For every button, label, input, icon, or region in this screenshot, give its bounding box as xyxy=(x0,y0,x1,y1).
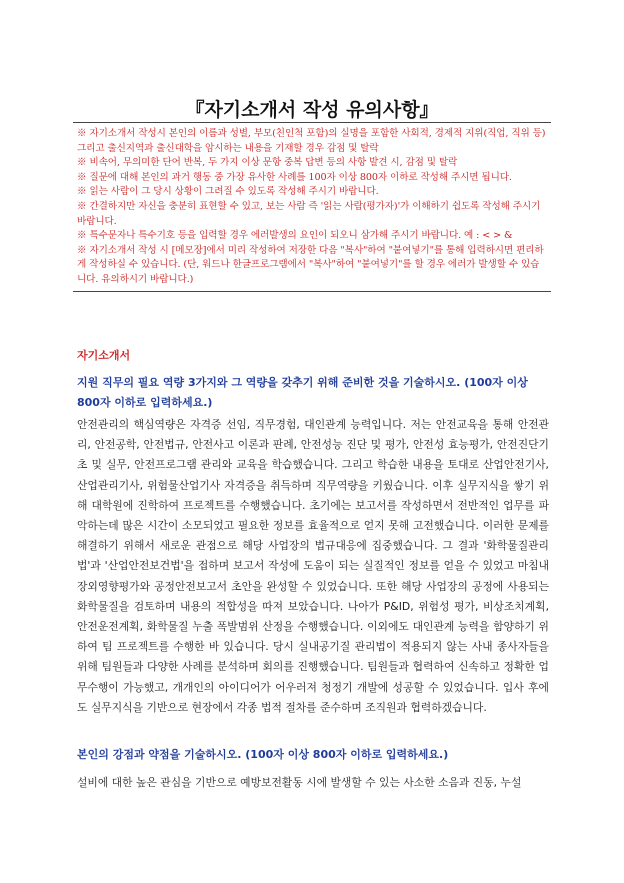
notice-item: ※ 질문에 대해 본인의 과거 행동 중 가장 유사한 사례를 100자 이상 800자 이하로 작성해 주시면 됩니다. xyxy=(77,171,512,183)
question-1: 지원 직무의 필요 역량 3가지와 그 역량을 갖추기 위해 준비한 것을 기술하시오. (100자 이상 800자 이하로 입력하세요.) xyxy=(77,376,528,409)
notice-item: ※ 특수문자나 특수기호 등을 입력할 경우 에러발생의 요인이 되오니 삼가해 주시기 바랍니다. 예 : < > & xyxy=(77,230,513,242)
answer-2: 설비에 대한 높은 관심을 기반으로 예방보전활동 시에 발생할 수 있는 사소한 소음과 진동, 누설 xyxy=(77,776,522,789)
notice-item: ※ 자기소개서 작성시 본인의 이름과 성별, 부모(친인척 포함)의 실명을 포함한 사회적, 경제적 지위(직업, 직위 등) 그리고 출신지역과 출신대학을 암시하는 내용을 기재할 경우 감점 및 탈락 xyxy=(77,128,546,154)
section-heading: 자기소개서 xyxy=(77,349,131,362)
page-title: 『자기소개서 작성 유의사항』 xyxy=(185,99,439,121)
question-2: 본인의 강점과 약점을 기술하시오. (100자 이상 800자 이하로 입력하세요.) xyxy=(77,748,449,761)
answer-1: 안전관리의 핵심역량은 자격증 선임, 직무경험, 대인관계 능력입니다. 저는 안전교육을 통해 안전관리, 안전공학, 안전법규, 안전사고 이론과 판례, 안전성능 진단 및 평가, 안전성 효능평가, 안전진단기초 및 실무, 안전프로그램 관리와 교육을 학습했습니다. 그리고 학습한 내용을 토대로 산업안전기사, 산업관리기사, 위험물산업기사 자격증을 취득하며 직무역량을 키웠습니다. 이후 실무지식을 쌓기 위해 대학원에 진학하여 프로젝트를 수행했습니다. 초기에는 보고서를 작성하면서 전반적인 업무를 파악하는데 많은 시간이 소모되었고 필요한 정보를 효율적으로 얻지 못해 고전했습니다. 이러한 문제를 해결하기 위해서 새로운 관점으로 해당 사업장의 법규대응에 집중했습니다. 그 결과 '화학물질관리법'과 '산업안전보건법'을 접하며 보고서 작성에 도움이 되는 실질적인 정보를 얻을 수 있었고 마침내 장외영향평가와 공정안전보고서 초안을 완성할 수 있었습니다. 또한 해당 사업장의 공정에 사용되는 화학물질을 검토하며 내용의 적합성을 따져 보았습니다. 나아가 P&ID, 위험성 평가, 비상조치계획, 안전운전계획, 화학물질 누출 폭발범위 산정을 수행했습니다. 이외에도 대인관계 능력을 함양하기 위하여 팀 프로젝트를 수행한 바 있습니다. 당시 실내공기질 관리법이 적용되지 않는 사내 종사자들을 위해 팀원들과 다양한 사례를 분석하며 회의를 진행했습니다. 팀원들과 협력하여 신속하고 정확한 업무수행이 가능했고, 개개인의 아이디어가 어우러져 청정기 개발에 성공할 수 있었습니다. 입사 후에도 실무지식을 기반으로 현장에서 각종 법적 절차를 준수하며 조직원과 협력하겠습니다. xyxy=(77,418,549,714)
notice-item: ※ 자기소개서 작성 시 [메모장]에서 미리 작성하여 저장한 다음 "복사"하여 "붙여넣기"를 통해 입력하시면 편리하게 작성하실 수 있습니다. (단, 워드나 한글프로그램에서 "복사"하여 "붙여넣기"를 할 경우 에러가 발생할 수 있습니다. 유의하시기 바랍니다.) xyxy=(77,244,544,285)
notice-item: ※ 비속어, 무의미한 단어 반복, 두 가지 이상 문항 중복 답변 등의 사항 발견 시, 감점 및 탈락 xyxy=(77,157,458,169)
notice-box xyxy=(73,122,551,292)
notice-item: ※ 간결하지만 자신을 충분히 표현할 수 있고, 보는 사람 즉 '읽는 사람(평가자)'가 이해하기 쉽도록 작성해 주시기 바랍니다. xyxy=(77,200,541,227)
notice-item: ※ 읽는 사람이 그 당시 상황이 그려질 수 있도록 작성해 주시기 바랍니다. xyxy=(77,186,379,198)
